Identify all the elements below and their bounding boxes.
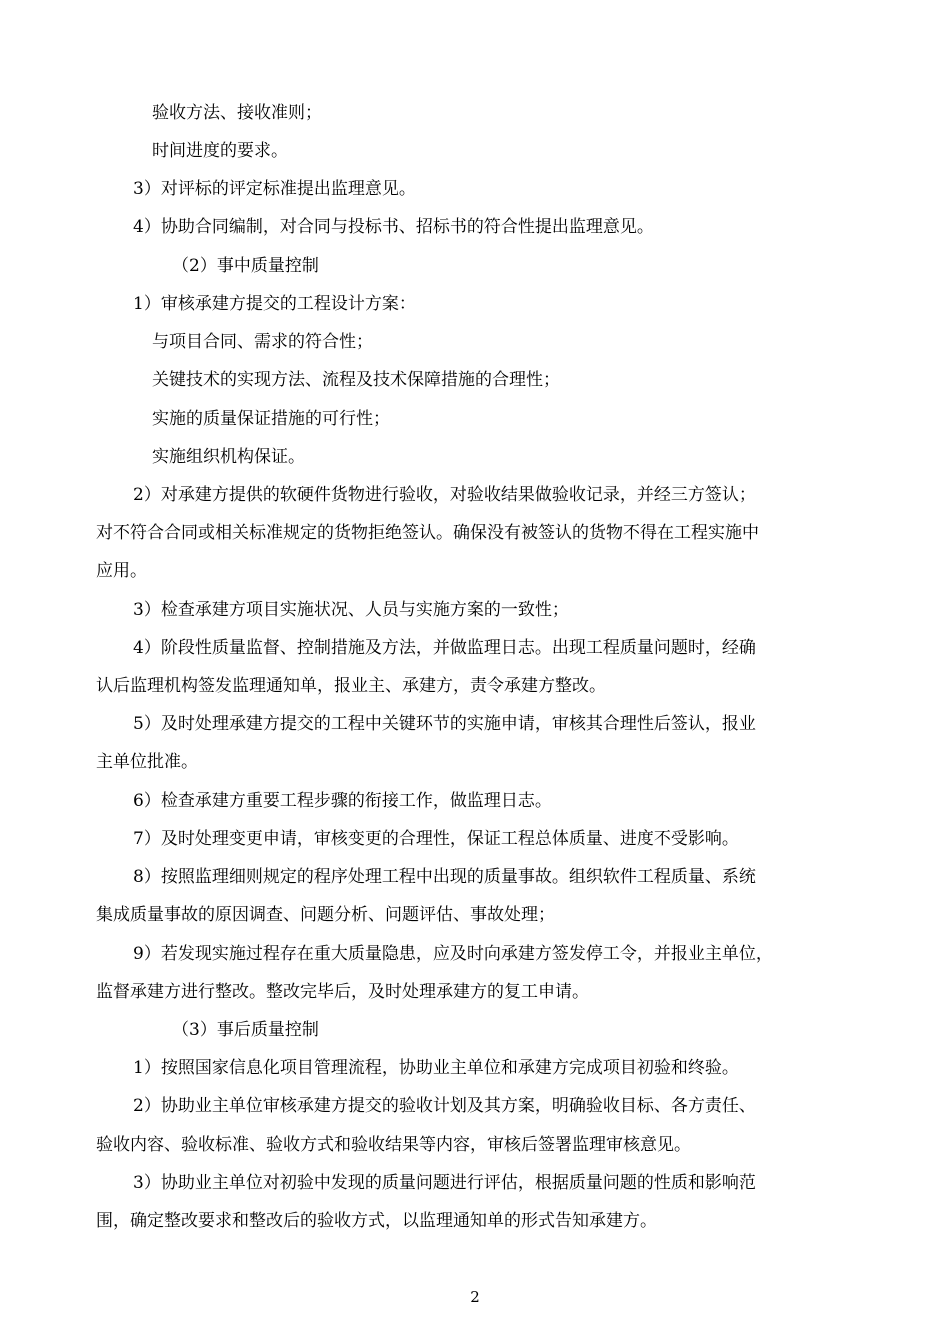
page-number: 2 — [470, 1288, 480, 1306]
text-line: 实施组织机构保证。 — [152, 447, 305, 467]
text-line: 验收内容、验收标准、验收方式和验收结果等内容，审核后签署监理审核意见。 — [96, 1135, 691, 1155]
text-line: 1）按照国家信息化项目管理流程，协助业主单位和承建方完成项目初验和终验。 — [133, 1058, 739, 1078]
text-line: 对不符合合同或相关标准规定的货物拒绝签认。确保没有被签认的货物不得在工程实施中 — [96, 523, 759, 543]
text-line: 8）按照监理细则规定的程序处理工程中出现的质量事故。组织软件工程质量、系统 — [133, 867, 756, 887]
text-line: 与项目合同、需求的符合性； — [152, 332, 373, 352]
text-line: 4）阶段性质量监督、控制措施及方法，并做监理日志。出现工程质量问题时，经确 — [133, 638, 756, 658]
text-line: 3）对评标的评定标准提出监理意见。 — [133, 179, 416, 199]
text-line: 2）协助业主单位审核承建方提交的验收计划及其方案，明确验收目标、各方责任、 — [133, 1096, 756, 1116]
section-heading: （2）事中质量控制 — [172, 256, 319, 276]
text-line: 1）审核承建方提交的工程设计方案： — [133, 294, 416, 314]
text-line: 关键技术的实现方法、流程及技术保障措施的合理性； — [152, 370, 560, 390]
text-line: 验收方法、接收准则； — [152, 103, 322, 123]
text-line: 5）及时处理承建方提交的工程中关键环节的实施申请，审核其合理性后签认，报业 — [133, 714, 756, 734]
text-line: 实施的质量保证措施的可行性； — [152, 409, 390, 429]
text-line: 4）协助合同编制，对合同与投标书、招标书的符合性提出监理意见。 — [133, 217, 654, 237]
text-line: 时间进度的要求。 — [152, 141, 288, 161]
text-line: 应用。 — [96, 561, 147, 581]
text-line: 围，确定整改要求和整改后的验收方式，以监理通知单的形式告知承建方。 — [96, 1211, 657, 1231]
text-line: 主单位批准。 — [96, 752, 198, 772]
text-line: 认后监理机构签发监理通知单，报业主、承建方，责令承建方整改。 — [96, 676, 606, 696]
text-line: 集成质量事故的原因调查、问题分析、问题评估、事故处理； — [96, 905, 555, 925]
text-line: 2）对承建方提供的软硬件货物进行验收，对验收结果做验收记录，并经三方签认； — [133, 485, 756, 505]
text-line: 7）及时处理变更申请，审核变更的合理性，保证工程总体质量、进度不受影响。 — [133, 829, 739, 849]
text-line: 监督承建方进行整改。整改完毕后，及时处理承建方的复工申请。 — [96, 982, 589, 1002]
text-line: 6）检查承建方重要工程步骤的衔接工作，做监理日志。 — [133, 791, 552, 811]
text-line: 3）检查承建方项目实施状况、人员与实施方案的一致性； — [133, 600, 569, 620]
text-line: 9）若发现实施过程存在重大质量隐患，应及时向承建方签发停工令，并报业主单位， — [133, 944, 773, 964]
section-heading: （3）事后质量控制 — [172, 1020, 319, 1040]
text-line: 3）协助业主单位对初验中发现的质量问题进行评估，根据质量问题的性质和影响范 — [133, 1173, 756, 1193]
